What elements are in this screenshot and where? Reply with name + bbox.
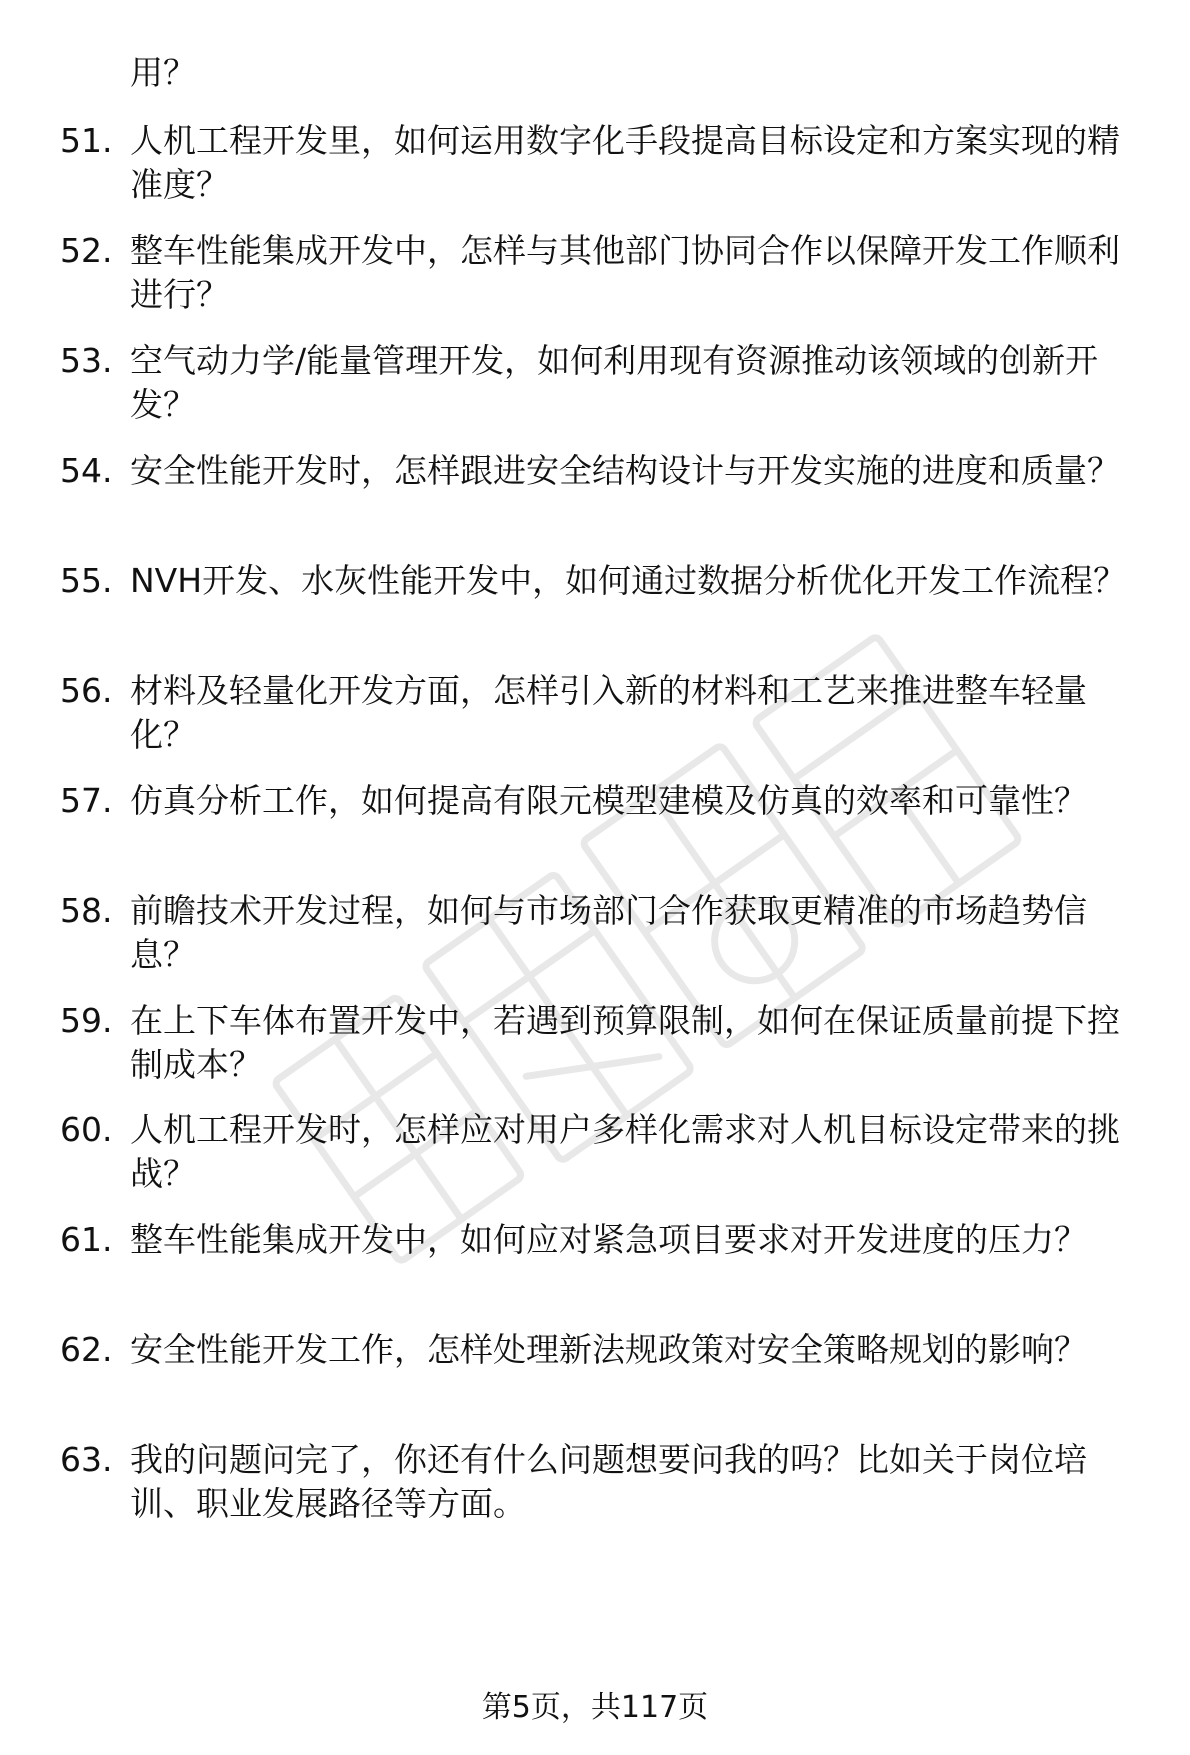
question-number: 58. [60,891,113,930]
question-number: 53. [60,341,113,380]
question-text: 我的问题问完了，你还有什么问题想要问我的吗？比如关于岗位培训、职业发展路径等方面。 [130,1440,1087,1523]
question-item-60 [60,1108,1160,1196]
question-text: 在上下车体布置开发中，若遇到预算限制，如何在保证质量前提下控制成本？ [130,1001,1120,1084]
question-text: 人机工程开发时，怎样应对用户多样化需求对人机目标设定带来的挑战？ [130,1110,1120,1193]
question-item-61 [60,1218,1160,1262]
question-number: 55. [60,561,113,600]
question-number: 52. [60,231,113,270]
question-item-57 [60,779,1160,823]
question-text: 整车性能集成开发中，如何应对紧急项目要求对开发进度的压力？ [130,1220,1087,1259]
question-number: 51. [60,121,113,160]
question-item-51 [60,119,1160,207]
question-number: 59. [60,1001,113,1040]
question-number: 60. [60,1110,113,1149]
question-text: 人机工程开发里，如何运用数字化手段提高目标设定和方案实现的精准度？ [130,121,1120,204]
question-item-56 [60,669,1160,757]
question-item-59 [60,999,1160,1087]
question-item-55 [60,559,1160,603]
question-number: 63. [60,1440,113,1479]
question-number: 57. [60,781,113,820]
question-item-63 [60,1438,1160,1526]
question-text: 安全性能开发工作，怎样处理新法规政策对安全策略规划的影响？ [130,1330,1087,1369]
question-number: 61. [60,1220,113,1259]
question-text: 整车性能集成开发中，怎样与其他部门协同合作以保障开发工作顺利进行？ [130,231,1120,314]
question-text: NVH开发、水灰性能开发中，如何通过数据分析优化开发工作流程？ [130,561,1127,600]
question-item-62 [60,1328,1160,1372]
question-item-58 [60,889,1160,977]
continuation-text: 用？ [130,53,196,92]
question-number: 56. [60,671,113,710]
question-item-53 [60,339,1160,427]
question-text: 材料及轻量化开发方面，怎样引入新的材料和工艺来推进整车轻量化？ [130,671,1087,754]
question-text: 前瞻技术开发过程，如何与市场部门合作获取更精准的市场趋势信息？ [130,891,1087,974]
question-number: 54. [60,451,113,490]
question-item-52 [60,229,1160,317]
question-text: 仿真分析工作，如何提高有限元模型建模及仿真的效率和可靠性？ [130,781,1087,820]
question-text: 空气动力学/能量管理开发，如何利用现有资源推动该领域的创新开发？ [130,341,1099,424]
question-text: 安全性能开发时，怎样跟进安全结构设计与开发实施的进度和质量？ [130,451,1120,490]
question-number: 62. [60,1330,113,1369]
page-footer: 第5页，共117页 [481,1690,709,1725]
question-item-54 [60,449,1160,493]
